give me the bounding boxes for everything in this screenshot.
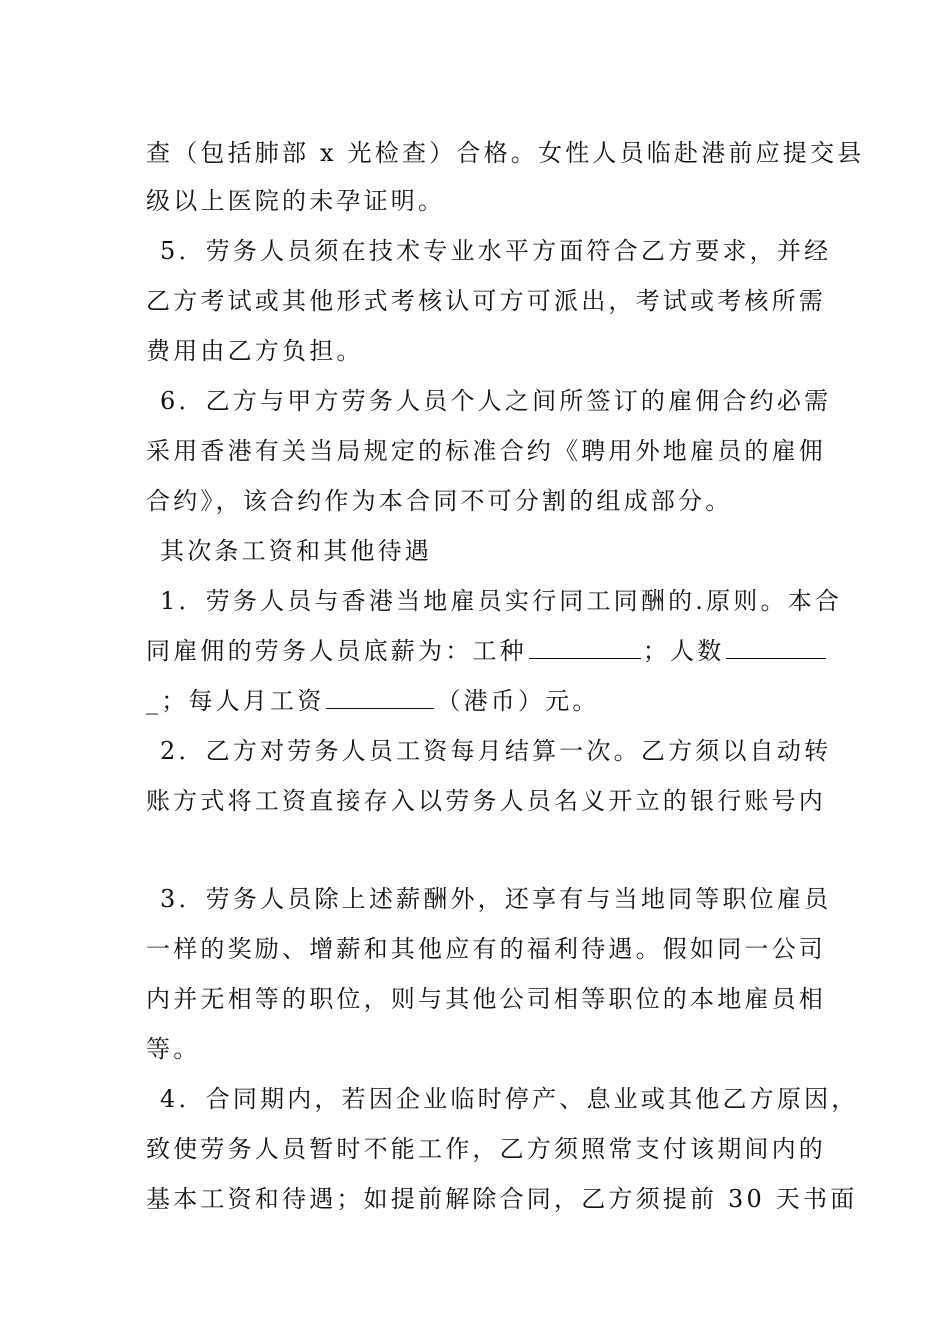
paragraph-line: 级以上医院的未孕证明。 — [146, 187, 446, 215]
clause-5-line: 5．劳务人员须在技术专业水平方面符合乙方要求，并经 — [160, 237, 832, 265]
paragraph-line: 合约》，该合约作为本合同不可分割的组成部分。 — [146, 487, 733, 515]
paragraph-line: 内并无相等的职位，则与其他公司相等职位的本地雇员相 — [146, 985, 826, 1013]
wage-line-2-suffix: （港币）元。 — [436, 687, 600, 715]
clause-1-line: 1．劳务人员与香港当地雇员实行同工同酬的.原则。本合 — [160, 587, 843, 615]
clause-2-line: 2．乙方对劳务人员工资每月结算一次。乙方须以自动转 — [160, 737, 832, 765]
paragraph-line: 乙方考试或其他形式考核认可方可派出，考试或考核所需 — [146, 287, 826, 315]
job-type-blank[interactable] — [529, 636, 641, 659]
paragraph-line: 查（包括肺部 x 光检查）合格。女性人员临赴港前应提交县 — [146, 139, 865, 167]
paragraph-line: 基本工资和待遇；如提前解除合同，乙方须提前 30 天书面 — [146, 1185, 858, 1213]
wage-line-1-mid: ；人数 — [642, 637, 725, 665]
headcount-blank[interactable] — [726, 636, 826, 659]
paragraph-line: 一样的奖励、增薪和其他应有的福利待遇。假如同一公司 — [146, 935, 826, 963]
wage-line-1 — [146, 636, 826, 666]
section-heading: 其次条工资和其他待遇 — [160, 537, 432, 565]
monthly-wage-blank[interactable] — [326, 686, 434, 709]
clause-6-line: 6．乙方与甲方劳务人员个人之间所签订的雇佣合约必需 — [160, 387, 832, 415]
wage-line-1-prefix: 同雇佣的劳务人员底薪为：工种 — [146, 637, 527, 665]
paragraph-line: 费用由乙方负担。 — [146, 337, 364, 365]
clause-3-line: 3．劳务人员除上述薪酬外，还享有与当地同等职位雇员 — [160, 885, 832, 913]
paragraph-line: 采用香港有关当局规定的标准合约《聘用外地雇员的雇佣 — [146, 437, 826, 465]
paragraph-line: 账方式将工资直接存入以劳务人员名义开立的银行账号内 — [146, 787, 826, 815]
wage-line-2 — [146, 686, 826, 716]
clause-4-line: 4．合同期内，若因企业临时停产、息业或其他乙方原因， — [160, 1085, 859, 1113]
paragraph-line: 等。 — [146, 1035, 201, 1063]
wage-line-2-prefix: _；每人月工资 — [146, 687, 325, 715]
paragraph-line: 致使劳务人员暂时不能工作，乙方须照常支付该期间内的 — [146, 1135, 826, 1163]
